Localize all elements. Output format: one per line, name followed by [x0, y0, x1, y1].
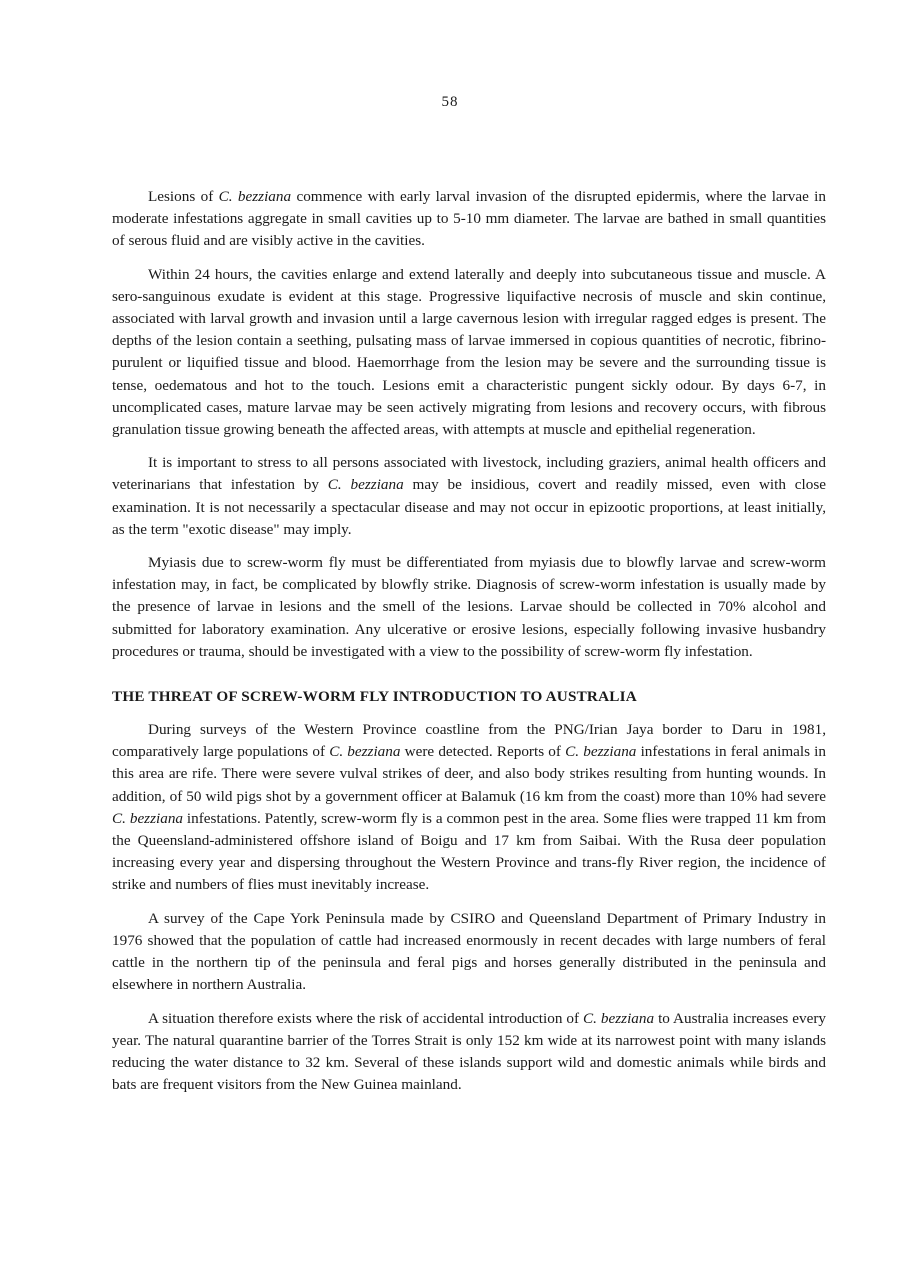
species-name: C. bezziana — [218, 188, 292, 205]
species-name: C. bezziana — [329, 743, 401, 761]
species-name: C. bezziana — [583, 1009, 655, 1027]
paragraph — [112, 1008, 826, 1097]
text-run: A survey of the Cape York Peninsula made by CSIRO and Queensland Department of Primary Industry in 1976 showed that the population of cattle had increased enormously in recent decades with large numbers of feral cattle in the northern tip of the peninsula and feral pigs and horses generally distributed in the peninsula and elsewhere in northern Australia. — [112, 909, 826, 994]
text-run: infestations in feral animals in this area are rife. There were severe vulval strikes of deer, and also body strikes resulting from hunting wounds. In addition, of 50 wild pigs shot by a government officer at Balamuk (16 km from the coast) more than 10% had severe — [112, 743, 826, 805]
page-number: 58 — [441, 94, 459, 110]
paragraph — [112, 719, 826, 897]
paragraph — [112, 552, 826, 663]
paragraph — [112, 186, 826, 253]
text-run: Lesions of — [148, 188, 219, 205]
section-lesions — [112, 186, 826, 663]
text-run: infestations. Patently, screw-worm fly is a common pest in the area. Some flies were trapped 11 km from the Queensland-administered offshore island of Boigu and 17 km from Saibai. With the Rusa deer population increasing every year and dispersing throughout the Western Province and trans-fly River region, the incidence of strike and numbers of flies must inevitably increase. — [112, 809, 827, 894]
text-run: It is important to stress to all persons associated with livestock, including graziers, animal health officers and veterinarians that infestation by — [112, 454, 826, 494]
text-run: Myiasis due to screw-worm fly must be differentiated from myiasis due to blowfly larvae and screw-worm infestation may, in fact, be complicated by blowfly strike. Diagnosis of screw-worm infestation is usually made by the presence of larvae in lesions and the smell of the lesions. Larvae should be collected in 70% alcohol and submitted for laboratory examination. Any ulcerative or erosive lesions, especially following invasive husbandry procedures or trauma, should be investigated with a view to the possibility of screw-worm fly infestation. — [112, 554, 826, 660]
species-name: C. bezziana — [565, 743, 637, 761]
paragraph — [112, 908, 826, 997]
page-body — [112, 186, 826, 1107]
text-run: During surveys of the Western Province coastline from the PNG/Irian Jaya border to Daru in 1981, comparatively large populations of — [112, 721, 826, 761]
text-run: A situation therefore exists where the risk of accidental introduction of — [148, 1009, 584, 1027]
section-threat — [112, 719, 826, 1096]
text-run: Within 24 hours, the cavities enlarge and extend laterally and deeply into subcutaneous tissue and muscle. A sero-sanguinous exudate is evident at this stage. Progressive liquifactive necrosis of muscle and skin continue, associated with larval growth and invasion until a large cavernous lesion with irregular ragged edges is present. The depths of the lesion contain a seething, pulsating mass of larvae immersed in copious quantities of necrotic, fibrino-purulent or liquified tissue and blood. Haemorrhage from the lesion may be severe and the surrounding tissue is tense, oedematous and hot to the touch. Lesions emit a characteristic pungent sickly odour. By days 6-7, in uncomplicated cases, mature larvae may be seen actively migrating from lesions and recovery occurs, with fibrous granulation tissue growing beneath the affected areas, with attempts at muscle and epithelial regeneration. — [112, 265, 826, 439]
text-run: commence with early larval invasion of the disrupted epidermis, where the larvae in moderate infestations aggregate in small cavities up to 5-10 mm diameter. The larvae are bathed in small quantities of serous fluid and are visibly active in the cavities. — [112, 188, 826, 250]
text-run: were detected. Reports of — [400, 743, 566, 761]
species-name: C. bezziana — [112, 809, 184, 827]
paragraph — [112, 452, 826, 541]
paragraph — [112, 264, 826, 442]
text-run: may be insidious, covert and readily missed, even with close examination. It is not necessarily a spectacular disease and may not occur in epizootic proportions, at least initially, as the term "exotic disease" may imply. — [112, 476, 826, 538]
text-run: to Australia increases every year. The natural quarantine barrier of the Torres Strait is only 152 km wide at its narrowest point with many islands reducing the water distance to 32 km. Several of these islands support wild and domestic animals while birds and bats are frequent visitors from the New Guinea mainland. — [112, 1009, 826, 1094]
species-name: C. bezziana — [327, 476, 404, 494]
section-heading: THE THREAT OF SCREW-WORM FLY INTRODUCTION TO AUSTRALIA — [112, 688, 637, 706]
